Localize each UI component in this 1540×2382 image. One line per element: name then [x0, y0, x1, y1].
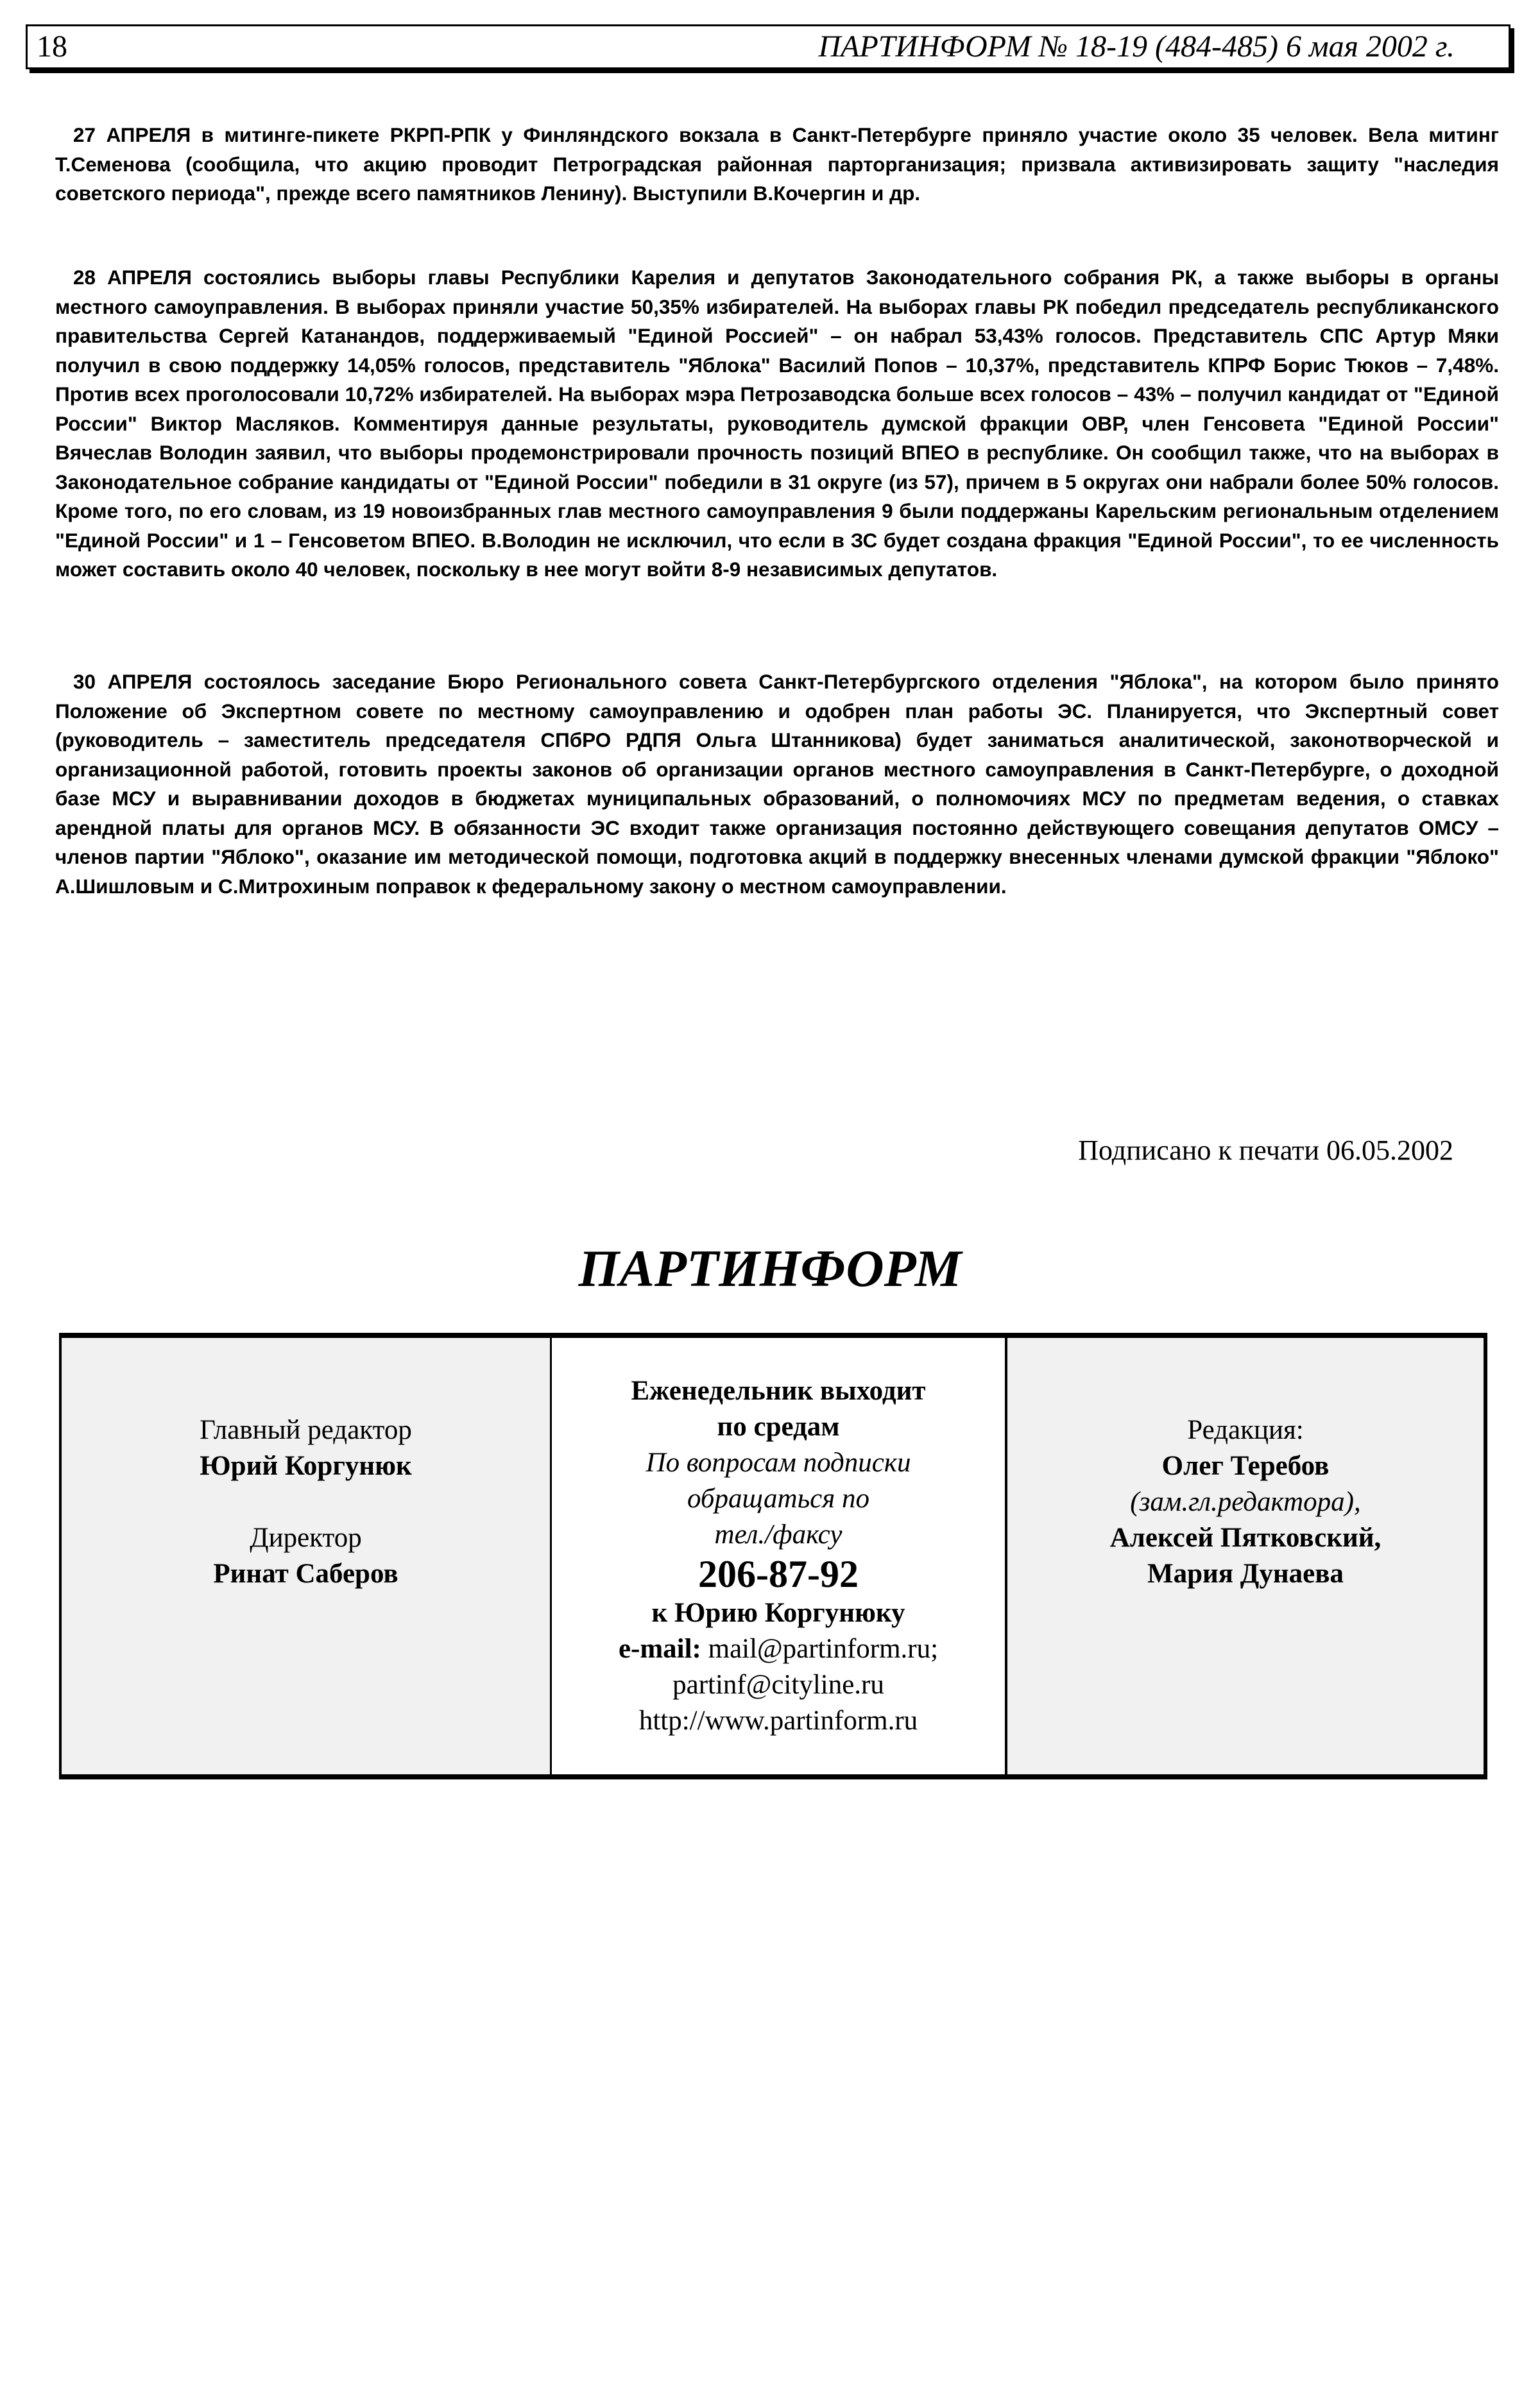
chief-editor-name: Юрий Коргунюк — [200, 1451, 412, 1481]
staff-name-3: Мария Дунаева — [1147, 1559, 1344, 1589]
masthead-box — [59, 1333, 1487, 1779]
contact-person: к Юрию Коргунюку — [651, 1598, 905, 1628]
website-link[interactable]: http://www.partinform.ru — [638, 1706, 918, 1736]
masthead-title: ПАРТИНФОРМ — [578, 1239, 962, 1298]
director-label: Директор — [250, 1523, 362, 1553]
phone-number: 206-87-92 — [698, 1553, 859, 1595]
schedule-line1: Еженедельник выходит — [631, 1376, 926, 1406]
masthead-staff — [1007, 1338, 1484, 1774]
subscription-line1: По вопросам подписки — [646, 1448, 911, 1478]
schedule-line2: по средам — [717, 1412, 840, 1442]
staff-name-1: Олег Теребов — [1161, 1451, 1330, 1481]
staff-role-1: (зам.гл.редактора), — [1130, 1487, 1361, 1517]
article-apr27: 27 АПРЕЛЯ в митинге-пикете РКРП-РПК у Финляндского вокзала в Санкт-Петербурге приняло участие около 35 человек. Вела митинг Т.Семенова (сообщила, что акцию проводит Петроградская районная парторганизация; призвала активизировать защиту "наследия советского периода", прежде всего памятников Ленину). Выступили В.Кочергин и др. — [55, 123, 1499, 205]
masthead-editors — [62, 1338, 552, 1774]
signed-for-print: Подписано к печати 06.05.2002 — [1078, 1135, 1453, 1166]
email-link-2[interactable]: partinf@cityline.ru — [672, 1670, 884, 1700]
director-name: Ринат Саберов — [213, 1559, 398, 1589]
masthead-contacts — [552, 1338, 1007, 1774]
article-apr30: 30 АПРЕЛЯ состоялось заседание Бюро Регионального совета Санкт-Петербургского отделения "Яблока", на котором было принято Положение об Экспертном совете по местному самоуправлению и одобрен план работы ЭС. Планируется, что Экспертный совет (руководитель – заместитель председателя СПбРО РДПЯ Ольга Штанникова) будет заниматься аналитической, законотворческой и организационной работой, готовить проекты законов об организации органов местного самоуправления в Санкт-Петербурге, о доходной базе МСУ и выравнивании доходов в бюджетах муниципальных образований, о полномочиях МСУ по предметам ведения, о ставках арендной платы для органов МСУ. В обязанности ЭС входит также организация постоянно действующего совещания депутатов ОМСУ – членов партии "Яблоко", оказание им методической помощи, подготовка акций в поддержку внесенных членами думской фракции "Яблоко" А.Шишловым и С.Митрохиным поправок к федеральному закону о местном самоуправлении. — [55, 670, 1499, 898]
article-apr28: 28 АПРЕЛЯ состоялись выборы главы Республики Карелия и депутатов Законодательного собрания РК, а также выборы в органы местного самоуправления. В выборах приняли участие 50,35% избирателей. На выборах главы РК победил председатель республиканского правительства Сергей Катанандов, поддерживаемый "Единой Россией" – он набрал 53,43% голосов. Представитель СПС Артур Мяки получил в свою поддержку 14,05% голосов, представитель "Яблока" Василий Попов – 10,37%, представитель КПРФ Борис Тюков – 7,48%. Против всех проголосовали 10,72% избирателей. На выборах мэра Петрозаводска больше всех голосов – 43% – получил кандидат от "Единой России" Виктор Масляков. Комментируя данные результаты, руководитель думской фракции ОВР, член Генсовета "Единой России" Вячеслав Володин заявил, что выборы продемонстрировали прочность позиций ВПЕО в республике. Он сообщил также, что на выборах в Законодательное собрание кандидаты от "Единой России" победили в 31 округе (из 57), причем в 5 округах они набрали более 50% голосов. Кроме того, по его словам, из 19 новоизбранных глав местного самоуправления 9 были поддержаны Карельским региональным отделением "Единой России" и 1 – Генсоветом ВПЕО. В.Володин не исключил, что если в ЗС будет создана фракция "Единой России", то ее численность может составить около 40 человек, поскольку в нее могут войти 8-9 независимых депутатов. — [55, 266, 1499, 581]
staff-name-2: Алексей Пятковский, — [1109, 1523, 1382, 1553]
page-header — [26, 24, 1510, 69]
email-line — [552, 1631, 1005, 1667]
page-number: 18 — [37, 30, 67, 64]
subscription-line3: тел./факсу — [714, 1520, 843, 1550]
email-label: e-mail: — [618, 1634, 701, 1664]
issue-info: ПАРТИНФОРМ № 18-19 (484-485) 6 мая 2002 г. — [818, 30, 1455, 64]
subscription-line2: обращаться по — [687, 1484, 870, 1514]
email-link-1[interactable]: mail@partinform.ru; — [708, 1634, 939, 1664]
chief-editor-label: Главный редактор — [200, 1415, 412, 1445]
staff-label: Редакция: — [1187, 1415, 1304, 1445]
